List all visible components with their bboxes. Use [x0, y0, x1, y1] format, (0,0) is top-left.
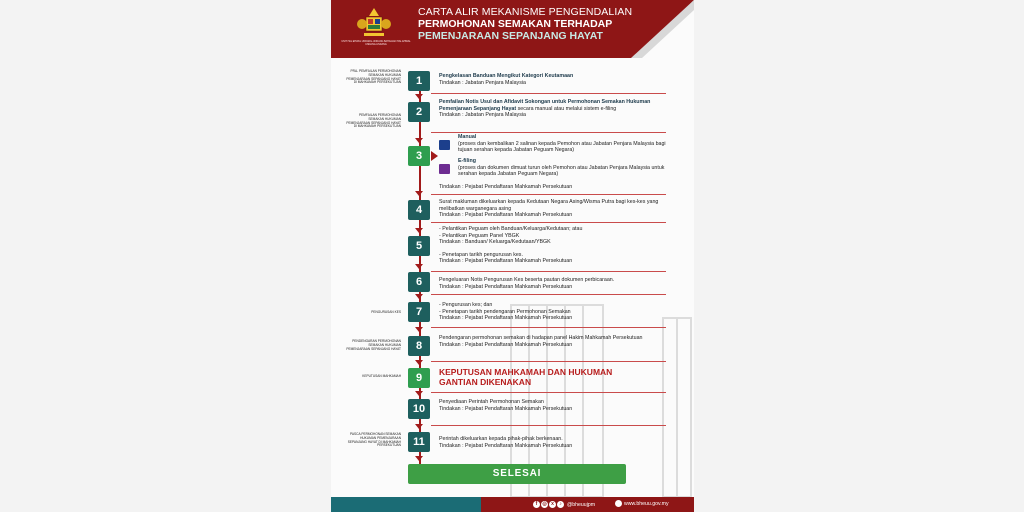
- step-11-action: Tindakan : Pejabat Pendaftaran Mahkamah Persekutuan: [439, 442, 573, 449]
- step-node-11: 11: [408, 432, 430, 452]
- step-node-1: 1: [408, 71, 430, 91]
- header-banner: [331, 0, 694, 58]
- side-label-post-application: PASCA PERMOHONAN SEMAKAN HUKUMAN PEMENJARAAN SEPANJANG HAYAT DI MAHKAMAH PERSEKUTUAN: [347, 432, 401, 448]
- step-node-7: 7: [408, 302, 430, 322]
- coat-of-arms-logo: [353, 6, 395, 40]
- step-3-manual-text: (proses dan kembalikan 2 salinan kepada Pemohon atau Jabatan Penjara Malaysia bagi tujuan serahan kepada Jabatan Peguam Negara): [458, 140, 666, 154]
- divider: [431, 222, 666, 223]
- step-3-efiling: [458, 158, 673, 178]
- step-1-title: Pengkelasan Banduan Mengikut Kategori Keutamaan: [439, 73, 574, 79]
- step-7-item-2: - Penetapan tarikh pendengaran Permohonan Semakan: [439, 308, 571, 315]
- title-line-3: PEMENJARAAN SEPANJANG HAYAT: [418, 30, 603, 42]
- step-3-action: Tindakan : Pejabat Pendaftaran Mahkamah Persekutuan: [439, 184, 573, 190]
- globe-icon: [615, 500, 622, 507]
- court-decision-title: KEPUTUSAN MAHKAMAH DAN HUKUMAN GANTIAN DIKENAKAN: [439, 367, 613, 387]
- arrow-down-icon: [415, 138, 423, 143]
- website-link[interactable]: [615, 500, 669, 507]
- divider: [431, 294, 666, 295]
- divider: [431, 361, 666, 362]
- step-node-3: 3: [408, 146, 430, 166]
- step-10-title: Penyediaan Perintah Permohonan Semakan: [439, 399, 544, 405]
- step-2-action: Tindakan : Jabatan Penjara Malaysia: [439, 112, 526, 119]
- divider: [431, 327, 666, 328]
- arrow-down-icon: [415, 191, 423, 196]
- step-4-action: Tindakan : Pejabat Pendaftaran Mahkamah Persekutuan: [439, 212, 573, 219]
- step-node-4: 4: [408, 200, 430, 220]
- arrow-down-icon: [415, 94, 423, 99]
- step-3-manual-label: Manual: [458, 134, 477, 140]
- x-icon[interactable]: x: [549, 501, 556, 508]
- arrow-down-icon: [415, 228, 423, 233]
- step-node-8: 8: [408, 336, 430, 356]
- step-6-action: Tindakan : Pejabat Pendaftaran Mahkamah Persekutuan: [439, 283, 573, 290]
- side-label-case-management: PENGURUSAN KES: [371, 310, 401, 314]
- instagram-icon[interactable]: ◎: [542, 501, 547, 507]
- step-10-action: Tindakan : Pejabat Pendaftaran Mahkamah Persekutuan: [439, 405, 573, 412]
- arrow-down-icon: [415, 294, 423, 299]
- title-line-1: CARTA ALIR MEKANISME PENGENDALIAN: [418, 6, 633, 18]
- website-url[interactable]: www.bheuu.gov.my: [624, 500, 669, 507]
- step-node-9: 9: [408, 368, 430, 388]
- side-label-pre-filing: PRA- PEMFAILAN PERMOHONAN SEMAKAN HUKUMAN PEMENJARAAN SEPANJANG HAYAT DI MAHKAMAH PERSEKUTUAN: [346, 69, 401, 85]
- finish-banner: SELESAI: [408, 464, 626, 484]
- step-8-content: [439, 335, 679, 348]
- step-node-10: 10: [408, 399, 430, 419]
- step-9-content: [439, 367, 644, 387]
- arrow-down-icon: [415, 391, 423, 396]
- footer-accent: [331, 497, 481, 512]
- step-11-content: [439, 436, 679, 449]
- title-line-2: PERMOHONAN SEMAKAN TERHADAP: [418, 18, 613, 30]
- step-5-content: [439, 226, 679, 265]
- efiling-square-icon: [439, 164, 450, 174]
- logo-caption: UNIT HAL EHWAL UNDANG-UNDANG BAHAGIAN HAL EHWAL UNDANG-UNDANG: [341, 40, 411, 46]
- step-7-content: [439, 302, 679, 322]
- divider: [431, 425, 666, 426]
- step-6-content: [439, 277, 679, 290]
- divider: [431, 132, 666, 133]
- divider: [431, 271, 666, 272]
- step-node-6: 6: [408, 272, 430, 292]
- step-8-title: Pendengaran permohonan semakan di hadapan panel Hakim Mahkamah Persekutuan: [439, 335, 643, 341]
- divider: [431, 93, 666, 94]
- divider: [431, 194, 666, 195]
- footer-bar: [331, 497, 694, 512]
- step-8-action: Tindakan : Pejabat Pendaftaran Mahkamah Persekutuan: [439, 341, 573, 348]
- step-2-content: [439, 99, 679, 119]
- step-node-5: 5: [408, 236, 430, 256]
- step-5-item-3: - Penetapan tarikh pengurusan kes.: [439, 251, 523, 258]
- step-7-item-1: - Pengurusan kes; dan: [439, 302, 493, 308]
- step-1-action: Tindakan : Jabatan Penjara Malaysia: [439, 79, 526, 86]
- social-links: [533, 500, 595, 509]
- step-3-efiling-text: (proses dan dokumen dimuat turun oleh Pemohon atau Jabatan Penjara Malaysia untuk serahan kepada Jabatan Peguam Negara): [458, 164, 665, 178]
- social-handle[interactable]: @bheuujpm: [567, 501, 596, 508]
- arrow-down-icon: [415, 360, 423, 365]
- step-4-title: Surat makluman dikeluarkan kepada Kedutaan Negara Asing/Wisma Putra bagi kes-kes yang melibatkan warganegara asing: [439, 199, 659, 212]
- side-label-hearing: PENDENGARAN PERMOHONAN SEMAKAN HUKUMAN PEMENJARAAN SEPANJANG HAYAT: [346, 339, 401, 351]
- step-3-manual: [458, 134, 673, 154]
- divider: [431, 392, 666, 393]
- branch-pointer-icon: [431, 151, 438, 161]
- step-5-action-2: Tindakan : Pejabat Pendaftaran Mahkamah Persekutuan: [439, 258, 573, 265]
- step-6-title: Pengeluaran Notis Pengurusan Kes beserta pautan dokumen perbicaraan.: [439, 277, 615, 283]
- arrow-down-icon: [415, 424, 423, 429]
- step-2-title: Pemfailan Notis Usul dan Afidavit Sokongan untuk Permohonan Semakan Hukuman Pemenjaraan Sepanjang Hayat: [439, 99, 651, 112]
- step-11-title: Perintah dikeluarkan kepada pihak-pihak berkenaan.: [439, 436, 563, 442]
- tiktok-icon[interactable]: ♪: [557, 501, 564, 508]
- flowchart-poster: [331, 0, 694, 512]
- manual-square-icon: [439, 140, 450, 150]
- side-label-court-decision: KEPUTUSAN MAHKAMAH: [362, 374, 401, 378]
- arrow-down-icon: [415, 327, 423, 332]
- step-5-item-2: - Pelantikan Peguam Panel YBGK: [439, 232, 520, 239]
- step-7-action: Tindakan : Pejabat Pendaftaran Mahkamah Persekutuan: [439, 315, 573, 322]
- step-10-content: [439, 399, 679, 412]
- arrow-down-icon: [415, 456, 423, 461]
- step-3-efiling-label: E-filing: [458, 158, 476, 164]
- side-label-filing: PEMFAILAN PERMOHONAN SEMAKAN HUKUMAN PEMENJARAAN SEPANJANG HAYAT DI MAHKAMAH PERSEKUTUAN: [346, 113, 401, 129]
- arrow-down-icon: [415, 264, 423, 269]
- step-5-action-1: Tindakan : Banduan/ Keluarga/Kedutaan/YBGK: [439, 239, 551, 246]
- step-5-item-1: - Pelantikan Peguam oleh Banduan/Keluarga/Kedutaan; atau: [439, 226, 583, 232]
- page-title: [418, 6, 688, 42]
- step-2-title-rest: secara manual atau melalui sistem e-filing: [517, 105, 617, 112]
- step-4-content: [439, 199, 679, 219]
- step-1-content: [439, 73, 679, 86]
- facebook-icon[interactable]: f: [533, 501, 540, 508]
- step-node-2: 2: [408, 102, 430, 122]
